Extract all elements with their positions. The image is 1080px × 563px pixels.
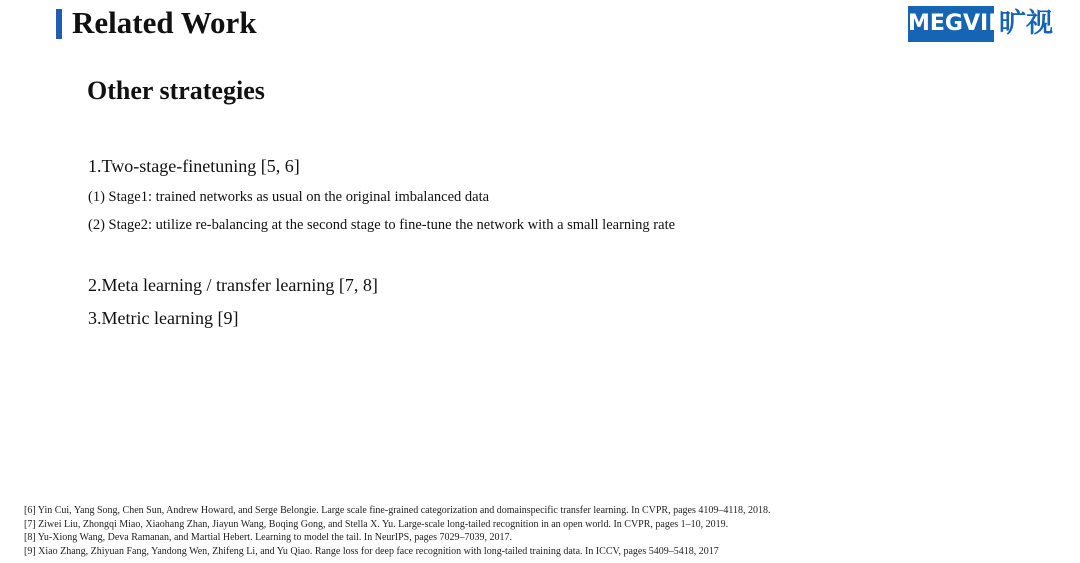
strategy-meta-learning: 2.Meta learning / transfer learning [7, 8]: [88, 275, 378, 295]
strategy-stage2-detail: (2) Stage2: utilize re-balancing at the second stage to fine-tune the network with a small learning rate: [88, 217, 676, 233]
section-heading: Other strategies: [87, 76, 265, 105]
logo-wordmark: MEGVII: [908, 6, 994, 42]
reference-9: [9] Xiao Zhang, Zhiyuan Fang, Yandong Wen, Zhifeng Li, and Yu Qiao. Range loss for deep face recognition with long-tailed training data. In ICCV, pages 5409–5418, 2017: [24, 545, 719, 557]
references: [24, 504, 1054, 558]
strategy-metric-learning: 3.Metric learning [9]: [88, 308, 239, 328]
logo-chinese-text: 旷视: [999, 8, 1053, 39]
reference-7: [7] Ziwei Liu, Zhongqi Miao, Xiaohang Zhan, Jiayun Wang, Boqing Gong, and Stella X. Yu. Large-scale long-tailed recognition in an open world. In CVPR, pages 1–10, 2019.: [24, 518, 729, 530]
strategy-two-stage-finetuning: 1.Two-stage-finetuning [5, 6]: [88, 156, 300, 176]
page-title: Related Work: [72, 5, 257, 40]
title-accent-bar: [56, 9, 62, 39]
reference-6: [6] Yin Cui, Yang Song, Chen Sun, Andrew Howard, and Serge Belongie. Large scale fine-grained categorization and domainspecific transfer learning. In CVPR, pages 4109–4118, 2018.: [24, 505, 771, 516]
reference-8: [8] Yu-Xiong Wang, Deva Ramanan, and Martial Hebert. Learning to model the tail. In NeurIPS, pages 7029–7039, 2017.: [24, 532, 512, 543]
megvii-logo: [908, 6, 1063, 44]
strategy-stage1-detail: (1) Stage1: trained networks as usual on the original imbalanced data: [88, 189, 490, 205]
